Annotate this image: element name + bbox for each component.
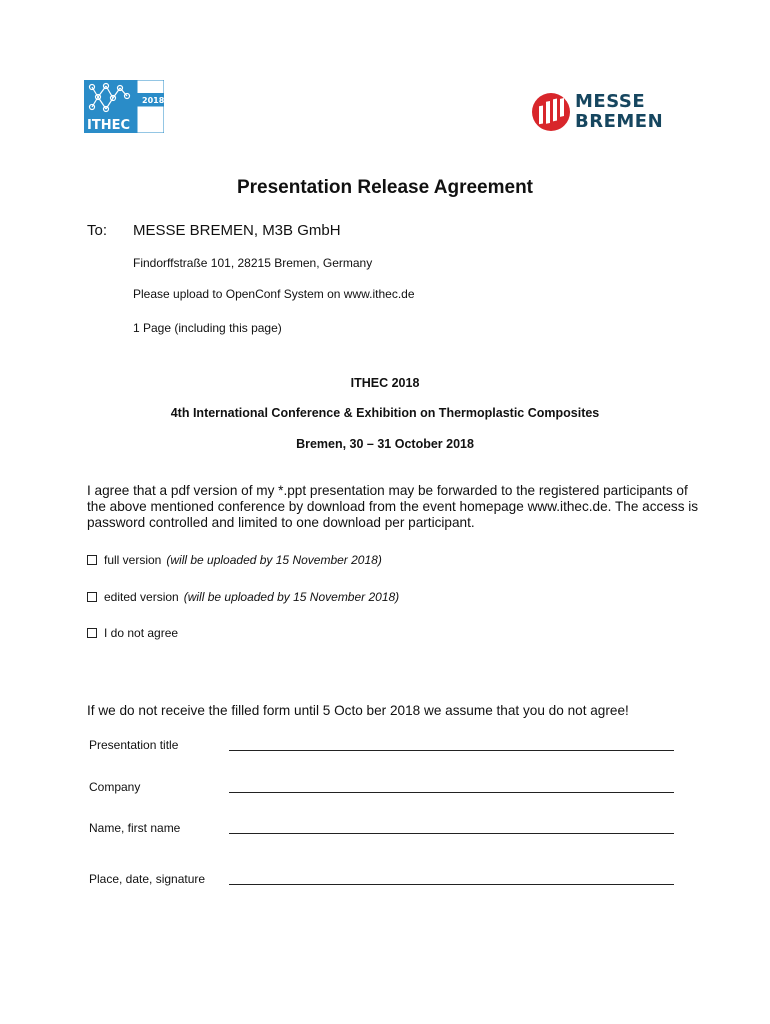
messe-bremen-mark-icon [531,92,571,132]
ithec-logo [84,80,164,133]
option-label: edited version [104,590,179,604]
document-title: Presentation Release Agreement [236,177,534,198]
place-date-signature-field[interactable] [229,884,674,885]
messe-bremen-wordmark [575,92,663,132]
conference-date: Bremen, 30 – 31 October 2018 [296,437,474,451]
conference-full-title: 4th International Conference & Exhibition on Thermoplastic Composites [170,406,600,420]
presentation-title-label: Presentation title [89,738,179,752]
messe-wordmark-line1: MESSE [575,91,646,112]
presentation-title-field[interactable] [229,750,674,751]
name-label: Name, first name [89,821,181,835]
conference-name: ITHEC 2018 [350,376,420,390]
agreement-paragraph: I agree that a pdf version of my *.ppt presentation may be forwarded to the registered participants of the above mentioned conference by download from the event homepage www.ithec.de. The access is password controlled and limited to one download per participant. [87,483,699,530]
deadline-note: If we do not receive the filled form until 5 Octo ber 2018 we assume that you do not agree! [87,703,629,718]
name-field[interactable] [229,833,674,834]
place-date-signature-label: Place, date, signature [89,872,206,886]
option-label: I do not agree [104,626,179,640]
checkbox-full-version[interactable] [87,555,97,565]
upload-note: Please upload to OpenConf System on www.ithec.de [133,287,415,301]
ithec-logo-year: 2018 [142,96,164,105]
to-label: To: [87,222,108,239]
pages-note: 1 Page (including this page) [133,321,282,335]
messe-bremen-logo [531,90,673,134]
recipient-address: Findorffstraße 101, 28215 Bremen, Germany [133,256,373,270]
option-label: full version [104,553,162,567]
option-do-not-agree[interactable] [87,626,178,640]
messe-wordmark-line2: BREMEN [575,111,664,132]
ithec-logo-text: ITHEC [87,118,131,133]
company-label: Company [89,780,141,794]
checkbox-edited-version[interactable] [87,592,97,602]
checkbox-do-not-agree[interactable] [87,628,97,638]
option-edited-version[interactable] [87,590,399,604]
option-note: (will be uploaded by 15 November 2018) [183,590,400,604]
recipient-name: MESSE BREMEN, M3B GmbH [133,222,341,239]
company-field[interactable] [229,792,674,793]
option-full-version[interactable] [87,553,382,567]
option-note: (will be uploaded by 15 November 2018) [166,553,382,567]
